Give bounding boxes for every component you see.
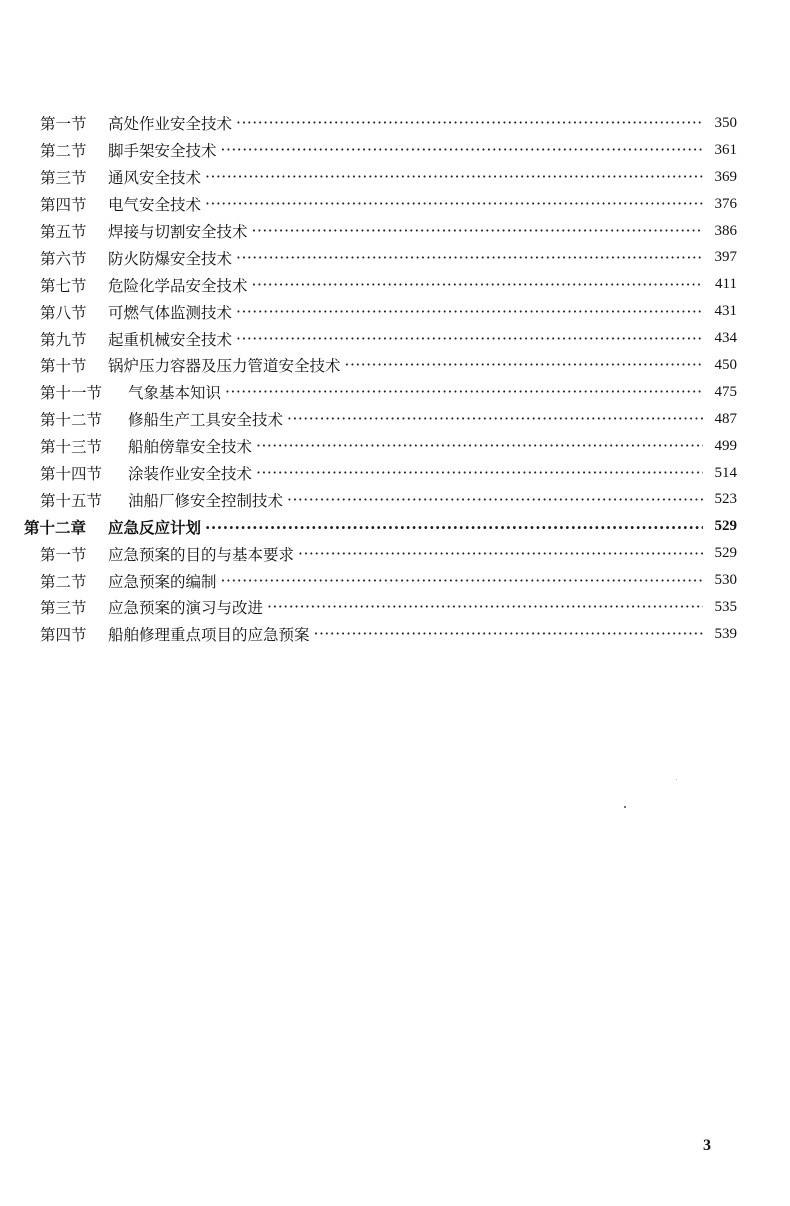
toc-entry-title: 修船生产工具安全技术 bbox=[128, 411, 284, 430]
toc-entry-main bbox=[108, 193, 737, 215]
toc-entry-page: 539 bbox=[714, 625, 737, 642]
dot-leader bbox=[287, 491, 703, 509]
dot-leader bbox=[287, 410, 703, 428]
toc-entry-page: 535 bbox=[714, 598, 737, 615]
toc-entry-label: 第四节 bbox=[40, 196, 87, 215]
toc-section-row[interactable] bbox=[0, 433, 790, 460]
toc-entry-page: 431 bbox=[714, 303, 737, 320]
toc-section-row[interactable] bbox=[0, 137, 790, 164]
toc-chapter-row[interactable] bbox=[0, 513, 790, 540]
toc-entry-label: 第五节 bbox=[40, 223, 87, 241]
toc-entry-page: 475 bbox=[714, 383, 737, 400]
toc-entry-main bbox=[108, 354, 737, 376]
toc-section-row[interactable] bbox=[0, 271, 790, 298]
toc-entry-main bbox=[128, 435, 737, 457]
toc-section-row[interactable] bbox=[0, 110, 790, 137]
toc-entry-page: 376 bbox=[714, 195, 737, 212]
dot-leader bbox=[256, 437, 703, 455]
toc-entry-page: 361 bbox=[714, 141, 737, 158]
dot-leader bbox=[267, 598, 703, 616]
toc-entry-main bbox=[108, 274, 737, 296]
dot-leader bbox=[252, 222, 703, 240]
toc-entry-main bbox=[128, 408, 737, 430]
dot-leader bbox=[236, 249, 703, 267]
toc-entry-title: 应急预案的演习与改进 bbox=[108, 599, 264, 618]
toc-entry-main bbox=[108, 623, 737, 645]
toc-entry-title: 可燃气体监测技术 bbox=[108, 303, 233, 322]
toc-section-row[interactable] bbox=[0, 379, 790, 406]
toc-entry-page: 530 bbox=[714, 572, 737, 589]
toc-entry-main bbox=[108, 166, 737, 188]
toc-entry-page: 514 bbox=[714, 464, 737, 481]
toc-entry-page: 529 bbox=[714, 518, 737, 535]
toc-entry-page: 411 bbox=[715, 276, 737, 293]
page-number: 3 bbox=[703, 1137, 711, 1154]
toc-entry-label: 第十三节 bbox=[40, 438, 103, 457]
toc-entry-page: 529 bbox=[714, 545, 737, 562]
dot-leader bbox=[236, 330, 703, 348]
toc-section-row[interactable] bbox=[0, 325, 790, 352]
toc-entry-label: 第十二节 bbox=[40, 411, 103, 430]
dot-leader bbox=[225, 383, 703, 401]
toc-entry-title: 船舶傍靠安全技术 bbox=[128, 438, 253, 457]
toc-entry-label: 第八节 bbox=[40, 303, 87, 322]
toc-entry-page: 523 bbox=[714, 491, 737, 508]
toc-entry-label: 第三节 bbox=[40, 169, 87, 188]
toc-entry-page: 369 bbox=[714, 168, 737, 185]
scan-speck bbox=[676, 779, 677, 780]
toc-entry-label: 第六节 bbox=[40, 249, 87, 268]
dot-leader bbox=[221, 141, 703, 159]
toc-entry-label: 第十节 bbox=[40, 357, 87, 376]
toc-entry-title: 焊接与切割安全技术 bbox=[108, 223, 248, 241]
dot-leader bbox=[345, 356, 703, 374]
toc-section-row[interactable] bbox=[0, 486, 790, 513]
toc-entry-main bbox=[108, 139, 737, 161]
dot-leader bbox=[314, 625, 703, 643]
dot-leader bbox=[236, 303, 703, 321]
dot-leader bbox=[205, 518, 703, 536]
toc-section-row[interactable] bbox=[0, 406, 790, 433]
toc-section-row[interactable] bbox=[0, 540, 790, 567]
toc-entry-title: 气象基本知识 bbox=[128, 384, 222, 403]
toc-entry-page: 434 bbox=[714, 330, 737, 347]
toc-entry-title: 锅炉压力容器及压力管道安全技术 bbox=[108, 357, 341, 376]
toc-section-row[interactable] bbox=[0, 352, 790, 379]
toc-entry-page: 386 bbox=[714, 222, 737, 239]
toc-entry-title: 应急预案的编制 bbox=[108, 572, 217, 591]
toc-entry-main bbox=[108, 247, 737, 269]
toc-entry-main bbox=[108, 543, 737, 565]
toc-entry-label: 第三节 bbox=[40, 599, 87, 618]
toc-entry-label: 第十一节 bbox=[40, 384, 103, 403]
toc-entry-page: 487 bbox=[714, 410, 737, 427]
toc-entry-main bbox=[108, 570, 737, 592]
toc-entry-main bbox=[108, 596, 737, 618]
toc-section-row[interactable] bbox=[0, 621, 790, 648]
toc-entry-title: 应急预案的目的与基本要求 bbox=[108, 545, 295, 564]
toc-entry-label: 第二节 bbox=[40, 572, 87, 591]
dot-leader bbox=[256, 464, 703, 482]
toc-entry-title: 通风安全技术 bbox=[108, 169, 202, 188]
toc-entry-label: 第十五节 bbox=[40, 491, 103, 510]
toc-entry-main bbox=[108, 112, 737, 134]
toc-section-row[interactable] bbox=[0, 298, 790, 325]
toc-entry-main bbox=[128, 381, 737, 403]
toc-entry-main bbox=[108, 516, 737, 538]
toc-entry-label: 第七节 bbox=[40, 276, 87, 295]
dot-leader bbox=[236, 114, 703, 132]
toc-section-row[interactable] bbox=[0, 164, 790, 191]
toc-entry-title: 防火防爆安全技术 bbox=[108, 249, 233, 268]
toc-entry-title: 船舶修理重点项目的应急预案 bbox=[108, 626, 310, 645]
dot-leader bbox=[205, 195, 703, 213]
toc-section-row[interactable] bbox=[0, 567, 790, 594]
toc-entry-page: 350 bbox=[714, 114, 737, 131]
toc-entry-label: 第四节 bbox=[40, 626, 87, 645]
toc-entry-title: 起重机械安全技术 bbox=[108, 330, 233, 349]
toc-entry-label: 第十二章 bbox=[24, 517, 87, 537]
toc-entry-main bbox=[108, 301, 737, 323]
toc-entry-page: 450 bbox=[714, 356, 737, 373]
toc-entry-page: 499 bbox=[714, 437, 737, 454]
toc-entry-title: 电气安全技术 bbox=[108, 196, 202, 215]
toc-entry-title: 危险化学品安全技术 bbox=[108, 276, 248, 295]
toc-entry-main bbox=[108, 220, 737, 242]
toc-entry-main bbox=[128, 489, 737, 511]
toc-entry-title: 脚手架安全技术 bbox=[108, 142, 217, 161]
toc-entry-label: 第九节 bbox=[40, 330, 87, 349]
toc-entry-main bbox=[128, 462, 737, 484]
toc-section-row[interactable] bbox=[0, 460, 790, 487]
table-of-contents bbox=[0, 110, 790, 648]
toc-entry-main bbox=[108, 328, 737, 350]
toc-entry-title: 油船厂修安全控制技术 bbox=[128, 491, 284, 510]
dot-leader bbox=[221, 572, 703, 590]
toc-entry-label: 第二节 bbox=[40, 142, 87, 161]
toc-section-row[interactable] bbox=[0, 594, 790, 621]
toc-entry-label: 第一节 bbox=[40, 545, 87, 564]
dot-leader bbox=[205, 168, 703, 186]
dot-leader bbox=[252, 276, 703, 294]
dot-leader bbox=[298, 545, 703, 563]
toc-section-row[interactable] bbox=[0, 244, 790, 271]
toc-section-row[interactable] bbox=[0, 191, 790, 218]
toc-entry-title: 应急反应计划 bbox=[108, 517, 202, 537]
toc-entry-title: 高处作业安全技术 bbox=[108, 115, 233, 134]
toc-entry-title: 涂装作业安全技术 bbox=[128, 465, 253, 484]
toc-entry-label: 第十四节 bbox=[40, 465, 103, 484]
toc-section-row[interactable] bbox=[0, 218, 790, 245]
toc-entry-label: 第一节 bbox=[40, 115, 87, 134]
toc-entry-page: 397 bbox=[714, 249, 737, 266]
scan-speck bbox=[624, 806, 626, 808]
